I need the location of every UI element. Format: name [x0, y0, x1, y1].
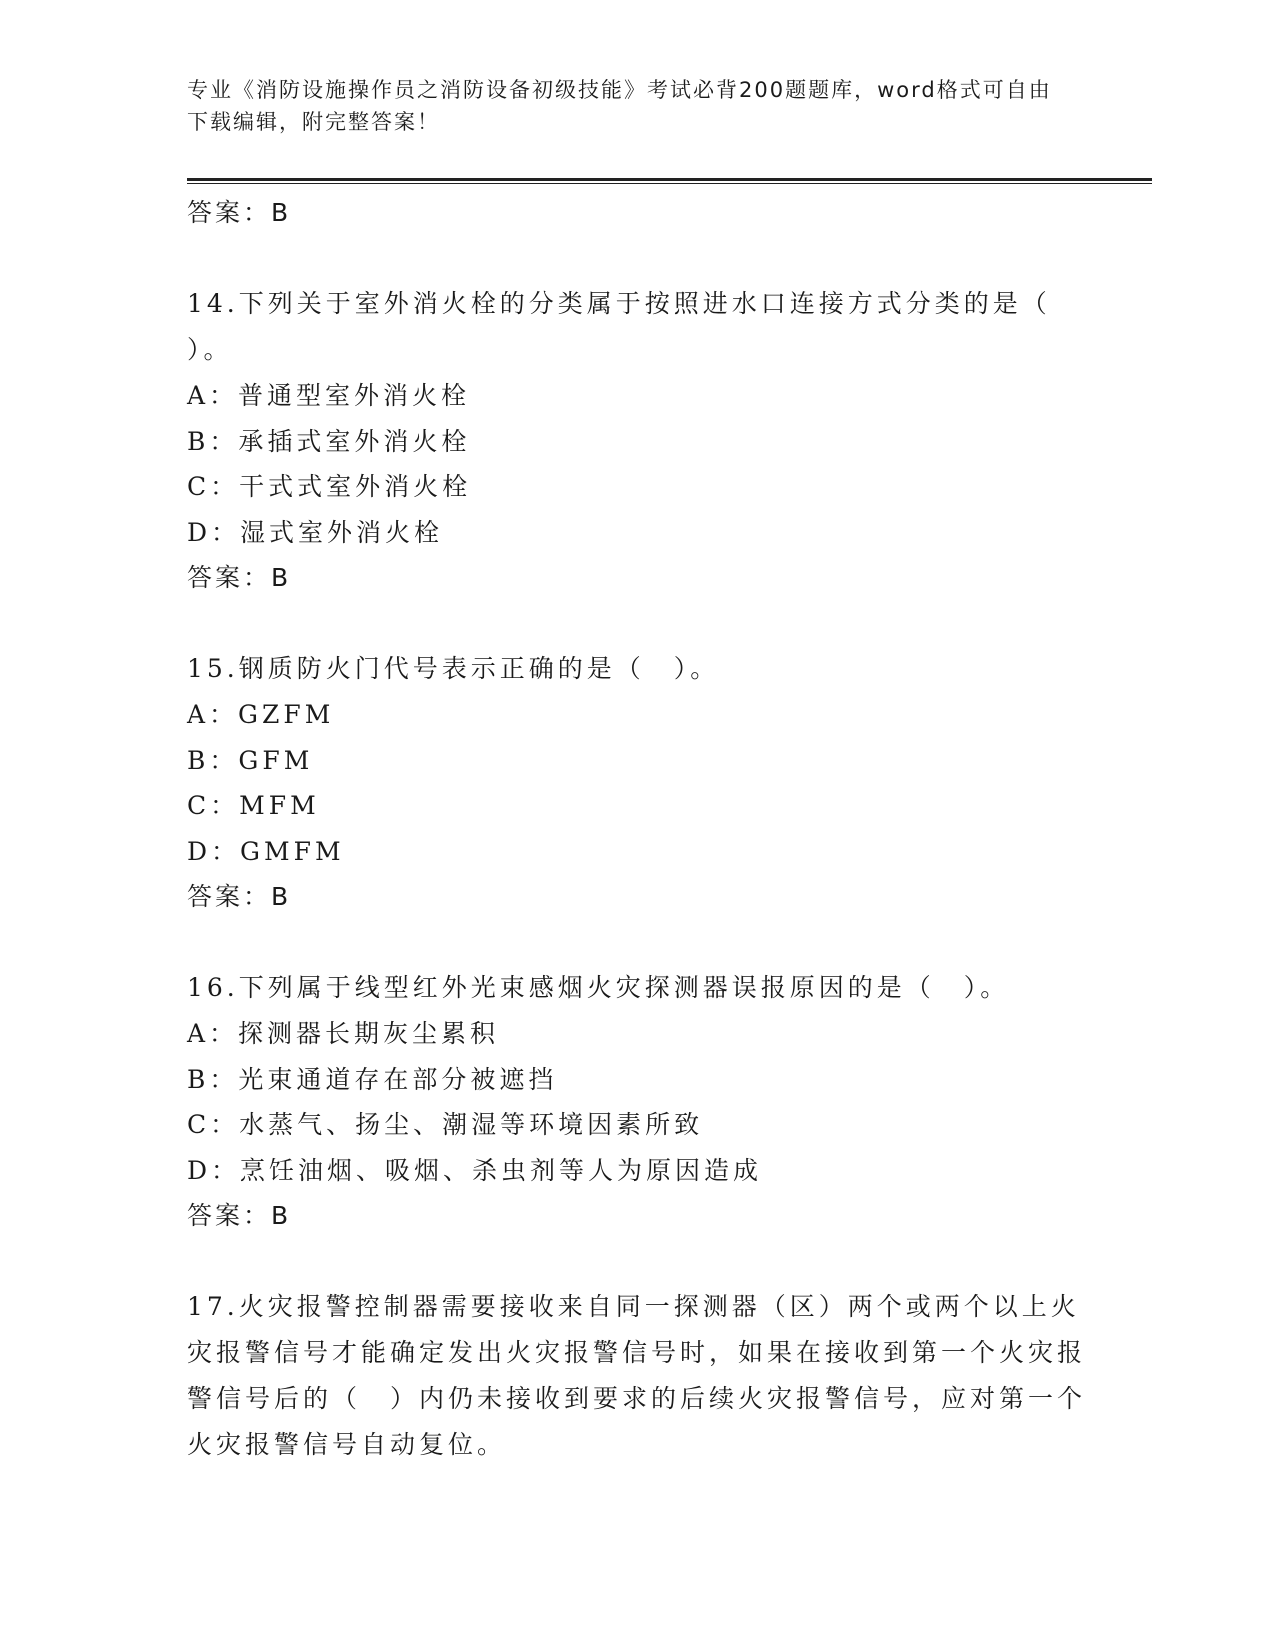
- option-d: D：烹饪油烟、吸烟、杀虫剂等人为原因造成: [187, 1155, 763, 1185]
- option-c: C：MFM: [187, 791, 320, 820]
- option-d: D：湿式室外消火栓: [187, 517, 444, 547]
- document-body: [187, 190, 1087, 1468]
- option-c: C：干式式室外消火栓: [187, 472, 472, 501]
- header-divider-thick: [187, 178, 1152, 181]
- option-a: A：探测器长期灰尘累积: [187, 1019, 500, 1048]
- question-15: [187, 646, 1087, 920]
- question-stem: 16.下列属于线型红外光束感烟火灾探测器误报原因的是（ ）。: [187, 973, 1010, 1002]
- option-a: A：GZFM: [187, 700, 335, 729]
- header-text: 专业《消防设施操作员之消防设备初级技能》考试必背200题题库，word格式可自由下载编辑，附完整答案！: [187, 78, 1052, 134]
- option-a: A：普通型室外消火栓: [187, 381, 471, 410]
- question-stem: 17.火灾报警控制器需要接收来自同一探测器（区）两个或两个以上火灾报警信号才能确定发出火灾报警信号时，如果在接收到第一个火灾报警信号后的（ ）内仍未接收到要求的后续火灾报警信号，应对第一个火灾报警信号自动复位。: [187, 1292, 1087, 1459]
- question-stem: 14.下列关于室外消火栓的分类属于按照进水口连接方式分类的是（ ）。: [187, 289, 1051, 364]
- question-14: [187, 281, 1087, 601]
- option-b: B：GFM: [187, 745, 314, 775]
- question-stem: 15.钢质防火门代号表示正确的是（ ）。: [187, 654, 720, 683]
- option-b: B：光束通道存在部分被遮挡: [187, 1064, 558, 1094]
- answer-line: 答案：B: [187, 198, 292, 227]
- option-b: B：承插式室外消火栓: [187, 426, 471, 456]
- question-17: [187, 1284, 1087, 1468]
- header-divider-thin: [187, 183, 1152, 184]
- document-header: [187, 74, 1067, 138]
- question-16: [187, 965, 1087, 1239]
- option-c: C：水蒸气、扬尘、潮湿等环境因素所致: [187, 1110, 704, 1139]
- answer-line: 答案：B: [187, 882, 292, 911]
- answer-line: 答案：B: [187, 1201, 292, 1230]
- option-d: D：GMFM: [187, 836, 345, 866]
- answer-line: 答案：B: [187, 563, 292, 592]
